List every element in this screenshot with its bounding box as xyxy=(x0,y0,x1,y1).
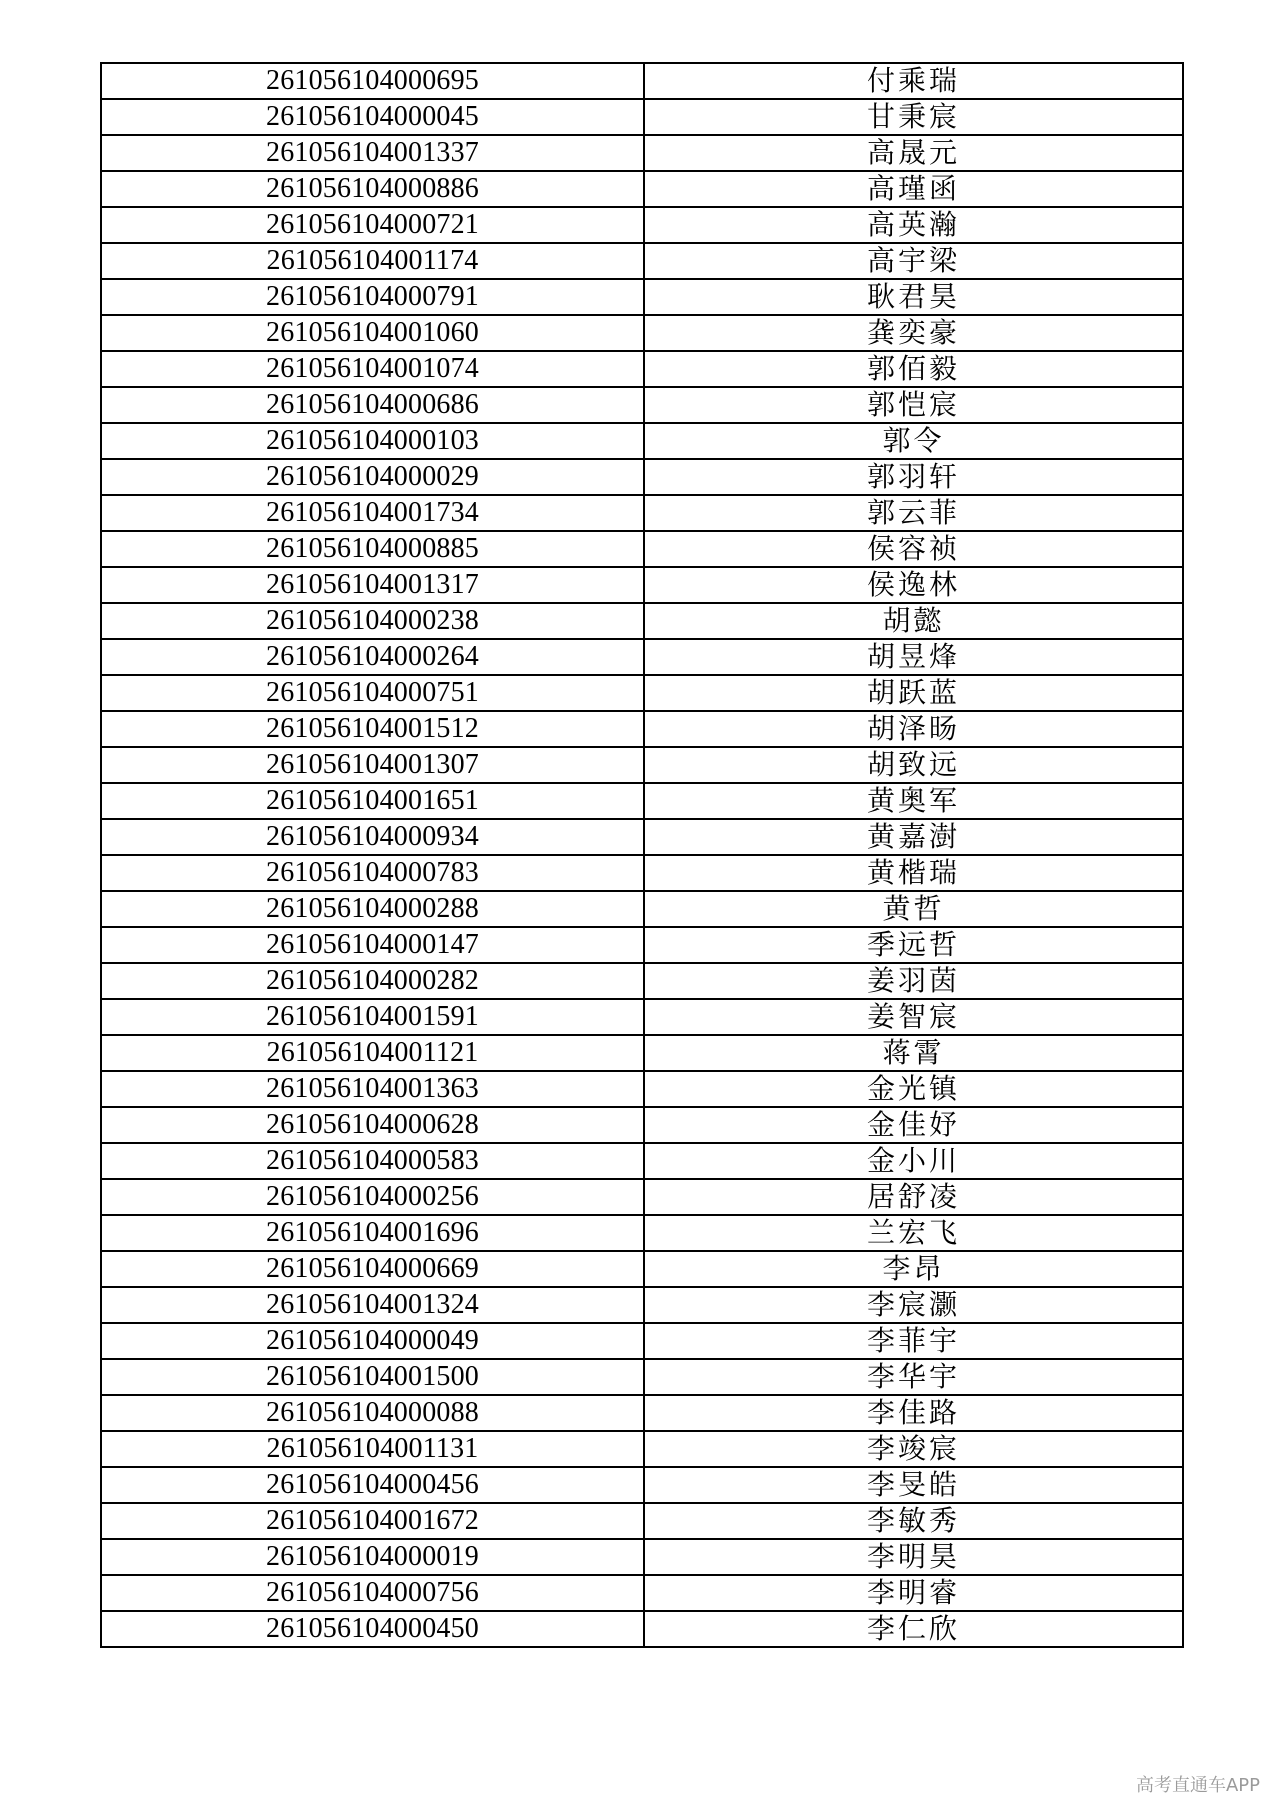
table-row xyxy=(101,927,1183,963)
exam-id-cell: 261056104000583 xyxy=(101,1143,644,1179)
exam-id-cell: 261056104001074 xyxy=(101,351,644,387)
table-row xyxy=(101,1287,1183,1323)
exam-id-cell: 261056104001696 xyxy=(101,1215,644,1251)
student-name-cell: 姜智宸 xyxy=(644,999,1183,1035)
exam-id-cell: 261056104001512 xyxy=(101,711,644,747)
student-name-cell: 姜羽茵 xyxy=(644,963,1183,999)
student-name-cell: 胡泽旸 xyxy=(644,711,1183,747)
student-name-cell: 李竣宸 xyxy=(644,1431,1183,1467)
table-row xyxy=(101,711,1183,747)
table-row xyxy=(101,1539,1183,1575)
exam-id-cell: 261056104001363 xyxy=(101,1071,644,1107)
student-name-cell: 侯容祯 xyxy=(644,531,1183,567)
table-row xyxy=(101,423,1183,459)
exam-id-cell: 261056104000695 xyxy=(101,63,644,99)
watermark: 高考直通车APP xyxy=(1135,1775,1260,1796)
student-name-cell: 甘秉宸 xyxy=(644,99,1183,135)
table-row xyxy=(101,855,1183,891)
student-name-cell: 李华宇 xyxy=(644,1359,1183,1395)
student-name-cell: 胡懿 xyxy=(644,603,1183,639)
table-row xyxy=(101,1467,1183,1503)
table-row xyxy=(101,1143,1183,1179)
student-name-cell: 胡跃蓝 xyxy=(644,675,1183,711)
table-row xyxy=(101,459,1183,495)
table-row xyxy=(101,1503,1183,1539)
exam-id-cell: 261056104000721 xyxy=(101,207,644,243)
student-name-cell: 黄嘉澍 xyxy=(644,819,1183,855)
table-row xyxy=(101,351,1183,387)
exam-id-cell: 261056104001500 xyxy=(101,1359,644,1395)
table-row xyxy=(101,1179,1183,1215)
table-row xyxy=(101,1431,1183,1467)
table-row xyxy=(101,819,1183,855)
table-row xyxy=(101,1071,1183,1107)
table-row xyxy=(101,783,1183,819)
table-row xyxy=(101,1395,1183,1431)
exam-id-cell: 261056104000686 xyxy=(101,387,644,423)
student-name-cell: 李宸灏 xyxy=(644,1287,1183,1323)
exam-id-cell: 261056104000256 xyxy=(101,1179,644,1215)
student-name-cell: 金小川 xyxy=(644,1143,1183,1179)
table-row xyxy=(101,999,1183,1035)
table-row xyxy=(101,567,1183,603)
table-row xyxy=(101,243,1183,279)
exam-id-cell: 261056104000791 xyxy=(101,279,644,315)
student-name-cell: 郭羽轩 xyxy=(644,459,1183,495)
student-name-cell: 侯逸林 xyxy=(644,567,1183,603)
exam-id-cell: 261056104000886 xyxy=(101,171,644,207)
student-name-cell: 高宇梁 xyxy=(644,243,1183,279)
exam-id-cell: 261056104000669 xyxy=(101,1251,644,1287)
student-name-cell: 龚奕豪 xyxy=(644,315,1183,351)
exam-id-cell: 261056104000147 xyxy=(101,927,644,963)
student-name-cell: 李菲宇 xyxy=(644,1323,1183,1359)
table-row xyxy=(101,171,1183,207)
exam-id-cell: 261056104000045 xyxy=(101,99,644,135)
student-name-cell: 郭云菲 xyxy=(644,495,1183,531)
exam-id-cell: 261056104001317 xyxy=(101,567,644,603)
exam-id-cell: 261056104000756 xyxy=(101,1575,644,1611)
student-name-cell: 李旻皓 xyxy=(644,1467,1183,1503)
exam-id-cell: 261056104000456 xyxy=(101,1467,644,1503)
exam-id-cell: 261056104001060 xyxy=(101,315,644,351)
exam-id-cell: 261056104000783 xyxy=(101,855,644,891)
exam-id-cell: 261056104000019 xyxy=(101,1539,644,1575)
table-row xyxy=(101,1035,1183,1071)
student-name-cell: 高晟元 xyxy=(644,135,1183,171)
exam-id-cell: 261056104001174 xyxy=(101,243,644,279)
table-row xyxy=(101,207,1183,243)
table-row xyxy=(101,963,1183,999)
table-row xyxy=(101,279,1183,315)
exam-id-cell: 261056104000885 xyxy=(101,531,644,567)
table-row xyxy=(101,1215,1183,1251)
exam-id-cell: 261056104000238 xyxy=(101,603,644,639)
exam-id-cell: 261056104001121 xyxy=(101,1035,644,1071)
table-row xyxy=(101,747,1183,783)
table-row xyxy=(101,387,1183,423)
student-name-cell: 季远哲 xyxy=(644,927,1183,963)
student-name-cell: 兰宏飞 xyxy=(644,1215,1183,1251)
exam-id-cell: 261056104001591 xyxy=(101,999,644,1035)
student-name-cell: 郭令 xyxy=(644,423,1183,459)
table-row xyxy=(101,1575,1183,1611)
exam-id-cell: 261056104000088 xyxy=(101,1395,644,1431)
exam-id-cell: 261056104001672 xyxy=(101,1503,644,1539)
student-name-cell: 黄奥军 xyxy=(644,783,1183,819)
table-row xyxy=(101,675,1183,711)
student-name-cell: 李佳路 xyxy=(644,1395,1183,1431)
exam-id-cell: 261056104000264 xyxy=(101,639,644,675)
student-name-cell: 耿君昊 xyxy=(644,279,1183,315)
table-row xyxy=(101,1359,1183,1395)
table-row xyxy=(101,603,1183,639)
exam-id-cell: 261056104000103 xyxy=(101,423,644,459)
table-row xyxy=(101,639,1183,675)
table-row xyxy=(101,99,1183,135)
student-name-cell: 李仁欣 xyxy=(644,1611,1183,1647)
table-row xyxy=(101,1251,1183,1287)
student-name-cell: 蒋霄 xyxy=(644,1035,1183,1071)
student-name-cell: 李明昊 xyxy=(644,1539,1183,1575)
table-row xyxy=(101,1611,1183,1647)
exam-id-cell: 261056104001651 xyxy=(101,783,644,819)
exam-id-cell: 261056104001337 xyxy=(101,135,644,171)
exam-id-cell: 261056104000934 xyxy=(101,819,644,855)
table-row xyxy=(101,1323,1183,1359)
student-name-cell: 金光镇 xyxy=(644,1071,1183,1107)
exam-id-cell: 261056104001324 xyxy=(101,1287,644,1323)
exam-id-cell: 261056104000288 xyxy=(101,891,644,927)
table-row xyxy=(101,1107,1183,1143)
student-name-cell: 李敏秀 xyxy=(644,1503,1183,1539)
student-name-cell: 胡昱烽 xyxy=(644,639,1183,675)
table-row xyxy=(101,891,1183,927)
student-name-cell: 居舒凌 xyxy=(644,1179,1183,1215)
exam-id-cell: 261056104001307 xyxy=(101,747,644,783)
student-name-cell: 李昂 xyxy=(644,1251,1183,1287)
table-row xyxy=(101,531,1183,567)
table-row xyxy=(101,63,1183,99)
student-name-cell: 金佳妤 xyxy=(644,1107,1183,1143)
student-name-cell: 高瑾函 xyxy=(644,171,1183,207)
student-name-cell: 郭恺宸 xyxy=(644,387,1183,423)
table-row xyxy=(101,135,1183,171)
student-name-cell: 付乘瑞 xyxy=(644,63,1183,99)
student-name-cell: 黄哲 xyxy=(644,891,1183,927)
student-name-cell: 郭佰毅 xyxy=(644,351,1183,387)
exam-id-cell: 261056104000049 xyxy=(101,1323,644,1359)
student-name-cell: 李明睿 xyxy=(644,1575,1183,1611)
exam-id-cell: 261056104000282 xyxy=(101,963,644,999)
exam-id-cell: 261056104000450 xyxy=(101,1611,644,1647)
exam-id-cell: 261056104001734 xyxy=(101,495,644,531)
roster-body xyxy=(101,63,1183,1647)
exam-id-cell: 261056104000029 xyxy=(101,459,644,495)
exam-id-cell: 261056104000628 xyxy=(101,1107,644,1143)
table-row xyxy=(101,495,1183,531)
exam-id-cell: 261056104000751 xyxy=(101,675,644,711)
student-name-cell: 胡致远 xyxy=(644,747,1183,783)
exam-id-cell: 261056104001131 xyxy=(101,1431,644,1467)
student-name-cell: 高英瀚 xyxy=(644,207,1183,243)
student-name-cell: 黄楷瑞 xyxy=(644,855,1183,891)
table-row xyxy=(101,315,1183,351)
student-roster-table xyxy=(100,62,1184,1648)
